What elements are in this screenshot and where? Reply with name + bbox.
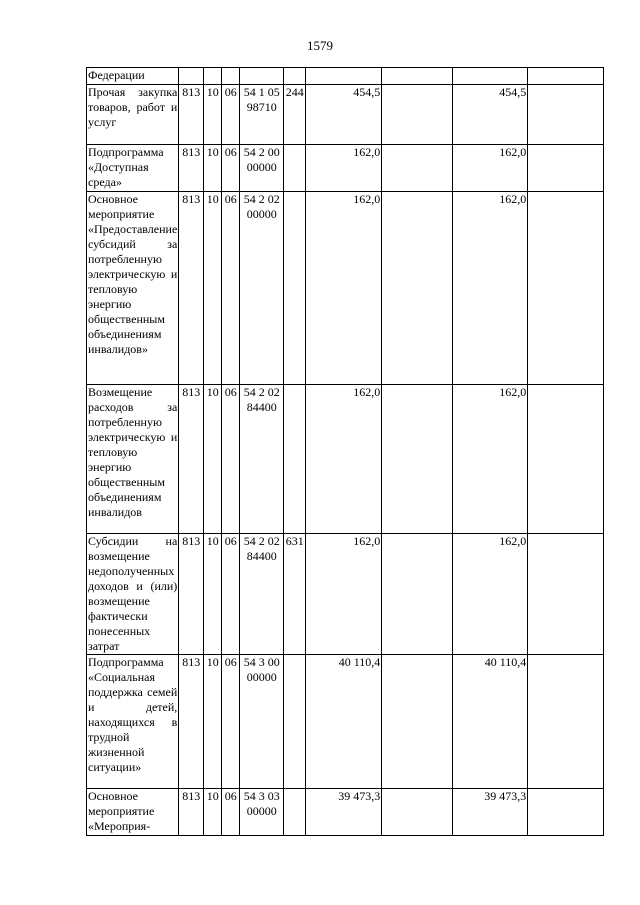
ministry-code: 813 — [179, 789, 204, 836]
section-code: 10 — [204, 385, 222, 534]
subsection-code: 06 — [222, 145, 240, 192]
amount-4 — [528, 534, 604, 655]
table-row — [87, 534, 604, 655]
amount-2 — [382, 145, 453, 192]
amount-3: 39 473,3 — [453, 789, 528, 836]
amount-2 — [382, 789, 453, 836]
expense-type-code — [284, 385, 306, 534]
section-code: 10 — [204, 534, 222, 655]
amount-4 — [528, 85, 604, 145]
row-name: Субсидии на возмещение недополученных доходов и (или) возмещение фактически понесенных затрат — [88, 534, 178, 653]
amount-1: 162,0 — [306, 385, 382, 534]
amount-4 — [528, 192, 604, 385]
expense-type-code — [284, 655, 306, 789]
ministry-code — [179, 68, 204, 85]
row-name: Прочая закупка товаров, работ и услуг — [87, 85, 179, 145]
target-code — [240, 68, 284, 85]
amount-1: 162,0 — [306, 534, 382, 655]
subsection-code: 06 — [222, 655, 240, 789]
row-name: Возмещение расходов за потребленную электрическую и тепловую энергию общественным объединениям инвалидов — [87, 385, 179, 534]
row-name: Подпрограмма «Социальная поддержка семей и детей, находящихся в трудной жизненной ситуации» — [87, 655, 179, 789]
amount-1: 39 473,3 — [306, 789, 382, 836]
subsection-code — [222, 68, 240, 85]
amount-1: 162,0 — [306, 192, 382, 385]
amount-2 — [382, 385, 453, 534]
amount-3: 162,0 — [453, 534, 528, 655]
ministry-code: 813 — [179, 655, 204, 789]
expense-type-code: 244 — [284, 85, 306, 145]
target-code: 54 2 02 00000 — [240, 192, 284, 385]
amount-1 — [306, 68, 382, 85]
subsection-code: 06 — [222, 534, 240, 655]
amount-3: 454,5 — [453, 85, 528, 145]
section-code: 10 — [204, 789, 222, 836]
target-code: 54 2 02 84400 — [240, 534, 284, 655]
amount-3: 162,0 — [453, 385, 528, 534]
row-name: Федерации — [87, 68, 179, 85]
subsection-code: 06 — [222, 385, 240, 534]
ministry-code: 813 — [179, 85, 204, 145]
table-row — [87, 68, 604, 85]
subsection-code: 06 — [222, 85, 240, 145]
section-code — [204, 68, 222, 85]
amount-4 — [528, 789, 604, 836]
target-code: 54 2 02 84400 — [240, 385, 284, 534]
target-code: 54 3 00 00000 — [240, 655, 284, 789]
amount-2 — [382, 85, 453, 145]
row-name: Основное мероприятие «Мероприя- — [87, 789, 179, 836]
amount-3: 40 110,4 — [453, 655, 528, 789]
amount-2 — [382, 655, 453, 789]
ministry-code: 813 — [179, 192, 204, 385]
expense-type-code — [284, 145, 306, 192]
section-code: 10 — [204, 85, 222, 145]
budget-table — [86, 67, 604, 836]
page-number: 1579 — [307, 38, 333, 53]
amount-4 — [528, 145, 604, 192]
ministry-code: 813 — [179, 145, 204, 192]
table-row — [87, 145, 604, 192]
section-code: 10 — [204, 145, 222, 192]
expense-type-code: 631 — [284, 534, 306, 655]
expense-type-code — [284, 789, 306, 836]
target-code: 54 1 05 98710 — [240, 85, 284, 145]
amount-3: 162,0 — [453, 145, 528, 192]
ministry-code: 813 — [179, 534, 204, 655]
amount-4 — [528, 68, 604, 85]
table-row — [87, 789, 604, 836]
expense-type-code — [284, 192, 306, 385]
table-row — [87, 655, 604, 789]
target-code: 54 2 00 00000 — [240, 145, 284, 192]
subsection-code: 06 — [222, 192, 240, 385]
amount-1: 40 110,4 — [306, 655, 382, 789]
ministry-code: 813 — [179, 385, 204, 534]
expense-type-code — [284, 68, 306, 85]
amount-4 — [528, 385, 604, 534]
amount-2 — [382, 192, 453, 385]
table-row — [87, 385, 604, 534]
section-code: 10 — [204, 192, 222, 385]
row-name: Подпрограмма «Доступная среда» — [87, 145, 179, 192]
amount-4 — [528, 655, 604, 789]
amount-1: 454,5 — [306, 85, 382, 145]
amount-3 — [453, 68, 528, 85]
row-name: Основное мероприятие «Предоставление субсидий за потребленную электрическую и тепловую энергию общественным объединениям инвалидов» — [87, 192, 179, 385]
amount-3: 162,0 — [453, 192, 528, 385]
amount-2 — [382, 534, 453, 655]
table-row — [87, 192, 604, 385]
section-code: 10 — [204, 655, 222, 789]
amount-1: 162,0 — [306, 145, 382, 192]
subsection-code: 06 — [222, 789, 240, 836]
amount-2 — [382, 68, 453, 85]
target-code: 54 3 03 00000 — [240, 789, 284, 836]
table-row — [87, 85, 604, 145]
